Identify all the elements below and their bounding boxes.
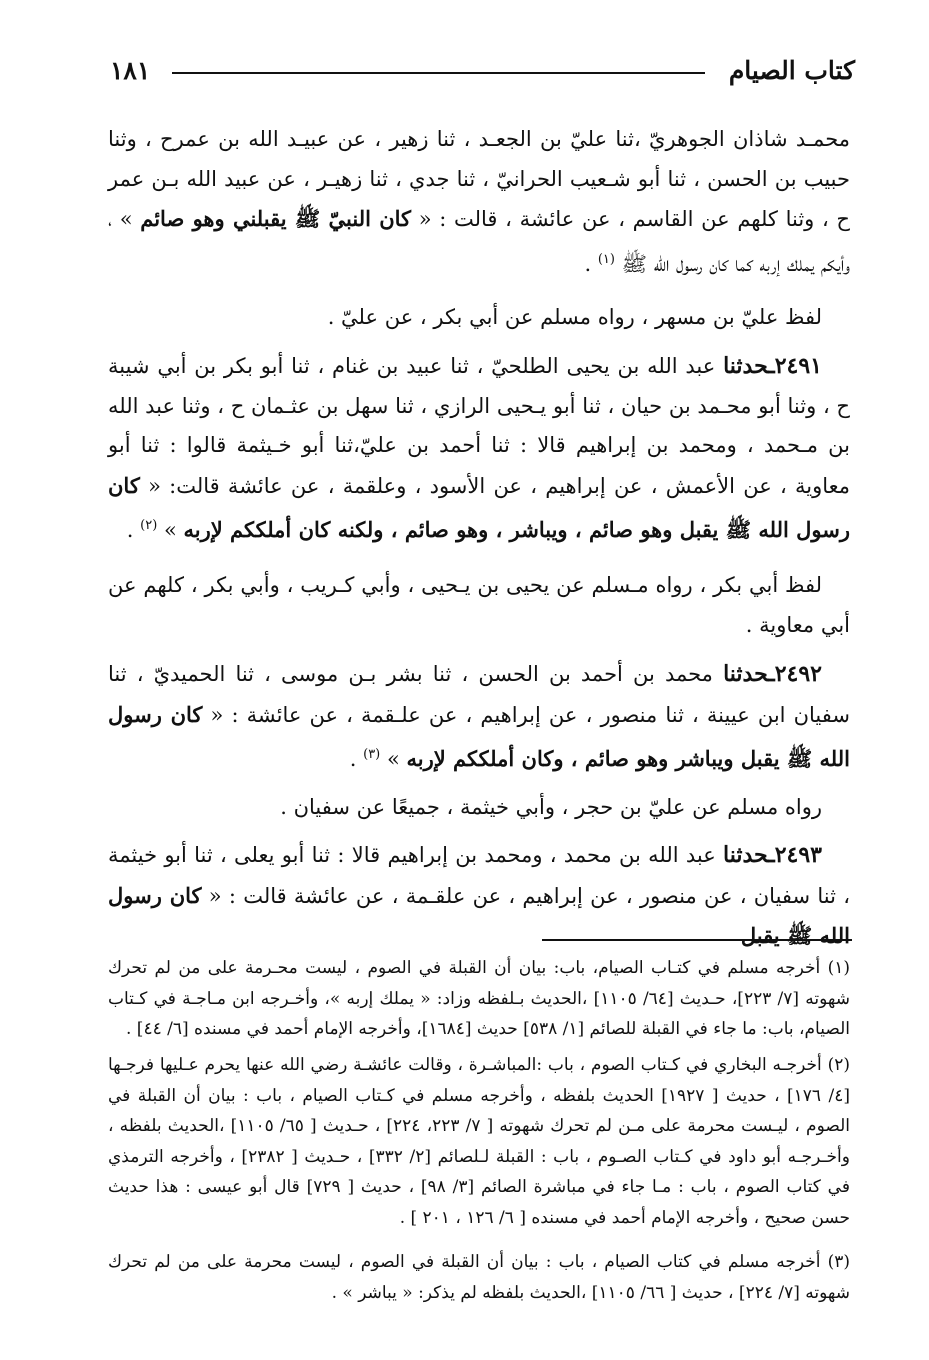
paragraph-text: . bbox=[349, 747, 357, 771]
header-rule bbox=[172, 72, 705, 74]
hadith-number: ٢٤٩١ـ bbox=[768, 353, 822, 379]
footnote-1 bbox=[108, 953, 850, 1045]
page-number: ١٨١ bbox=[110, 56, 151, 85]
hadith-number: ٢٤٩٣ـ bbox=[768, 842, 822, 868]
paragraph-4: لفظ أبي بكر ، رواه مـسلم عن يحيى بن يـحيى ، وأبي كـريب ، وأبي بكر ، كلهم عن أبي معاوية . bbox=[108, 573, 850, 637]
hadith-2492 bbox=[108, 655, 850, 780]
paragraph-text: عبد الله بن محمد ، ومحمد بن إبراهيم قالا : ثنا أبو يعلى ، ثنا أبو خيثمة ، ثنا سفيان ، عن منصور ، عن إبراهيم ، عن علقـمة ، عن عائشة قالت : « bbox=[108, 843, 850, 908]
hadith-matn: كان رسول الله ﷺ يقبل bbox=[108, 882, 850, 948]
paragraph-text: عبد الله بن يحيى الطلحيّ ، ثنا عبيد بن غنام ، ثنا أبو بكر بن أبي شيبة ح ، وثنا أبو محـمد بن حيان ، ثنا أبو يـحيى الرازي ، ثنا سهل بن عثـمان ح ، وثنا عبد الله بن مـحمد ، ومحمد بن إبراهيم قالا : ثنا أحمد بن عليّ،ثنا أبو خـيثمة قالوا : ثنا أبو معاوية ، عن الأعمش ، عن إبراهيم ، عن الأسود ، وعلقمة ، عن عائشة قالت: « bbox=[108, 354, 850, 498]
block-2 bbox=[108, 298, 850, 338]
paragraph-text: محمد بن أحمد بن الحسن ، ثنا بشر بـن موسى ، ثنا الحميديّ ، ثنا سفيان ابن عيينة ، ثنا منصور ، عن إبراهيم ، عن علـقمة ، عن عائشة : « bbox=[108, 662, 850, 727]
footnote-ref: (٢) bbox=[140, 518, 158, 533]
paragraph-text: » bbox=[386, 747, 400, 771]
block-4 bbox=[108, 566, 850, 645]
hadith-keyword: حدثنا bbox=[723, 661, 769, 687]
footnote-ref: (٣) bbox=[363, 747, 381, 762]
paragraph-6: رواه مسلم عن عليّ بن حجر ، وأبي خيثمة ، جميعًا عن سفيان . bbox=[280, 795, 822, 819]
block-5 bbox=[108, 655, 850, 780]
hadith-keyword: حدثنا bbox=[723, 353, 769, 379]
paragraph-1 bbox=[108, 120, 850, 284]
hadith-matn: كان رسول الله ﷺ يقبل ويباشر وهو صائم ، وكان أملككم لإربه bbox=[108, 701, 850, 771]
hadith-matn: كان رسول الله ﷺ يقبل وهو صائم ، ويباشر ، وهو صائم ، ولكنه كان أملككم لإربه bbox=[108, 472, 850, 542]
block-6 bbox=[108, 788, 850, 828]
footnote-ref: (١) bbox=[597, 251, 615, 267]
paragraph-text: محمـد شاذان الجوهريّ ،ثنا عليّ بن الجعـد ، ثنا زهير ، عن عبيـد الله بن عمرح ، وثنا حبيب بن الحسن ، ثنا أبو شـعيب الحرانيّ ، ثنا جدي ، ثنا زهيـر ، عن عبيد الله بـن عمر ح ، وثنا كلهم عن القاسم ، عن عائشة ، قالت : « bbox=[108, 127, 850, 231]
hadith-number: ٢٤٩٢ـ bbox=[768, 661, 822, 687]
footnote-2 bbox=[108, 1050, 850, 1233]
footnote-3 bbox=[108, 1247, 850, 1308]
footnote-text: (٣) أخرجه مسلم في كتاب الصيام ، باب : بيان أن القبلة في الصوم ، ليست محرمة على من لم تحرك شهوته [٧/ ٢٢٤] ، حديث [ ٦٦/ ١١٠٥] ،الحديث بلفظه لم يذكر: « يباشر » . bbox=[108, 1252, 850, 1303]
hadith-2491 bbox=[108, 347, 850, 551]
paragraph-text: . bbox=[584, 251, 592, 276]
paragraph-text: » ، وأيكم يملك إربه كما كان رسول الله ﷺ bbox=[108, 207, 850, 276]
paragraph-text: » bbox=[163, 518, 177, 542]
footnote-separator bbox=[542, 939, 852, 941]
page-header bbox=[110, 52, 855, 98]
hadith-keyword: حدثنا bbox=[723, 842, 769, 868]
book-title: كتاب الصيام bbox=[728, 56, 855, 85]
paragraph-2: لفظ عليّ بن مسهر ، رواه مسلم عن أبي بكر ، عن عليّ . bbox=[327, 305, 822, 329]
block-3 bbox=[108, 347, 850, 551]
paragraph-text: . bbox=[126, 518, 134, 542]
footnote-text: (١) أخرجه مسلم في كتـاب الصيام، باب: بيان أن القبلة في الصوم ، ليست محـرمة على من لم تحرك شهوته [٧/ ٢٢٣]، حـديث [٦٤/ ١١٠٥] ،الحديث بـلفظه وزاد: « يملك إربه »، وأخـرجه ابن مـاجـة في كـتاب الصيام، باب: ما جاء في القبلة للصائم [١/ ٥٣٨] حديث [١٦٨٤]، وأخرجه الإمام أحمد في مسنده [٦/ ٤٤] . bbox=[108, 958, 850, 1039]
block-1 bbox=[108, 120, 850, 284]
hadith-matn: كان النبيّ ﷺ يقبلني وهو صائم bbox=[140, 206, 412, 231]
footnote-text: (٢) أخرجـه البخاري في كـتاب الصوم ، باب :المباشـرة ، وقالت عائشـة رضي الله عنها يحرم عـليها فرجـها [٤/ ١٧٦] ، حديث [ ١٩٢٧] الحديث بلفظه ، وأخرجه مسلم في كـتاب الصيام ، باب : بيان أن القبلة في الصوم ، ليـست محرمة على مـن لم تحرك شهوته [ ٧/ ٢٢٣، ٢٢٤] ، حـديث [ ٦٥/ ١١٠٥] ،الحديث بلفظه ، وأخـرجـه أبو داود في كـتاب الصـوم ، باب : القبلة لـلصائم [٢/ ٣٣٢] ، حـديث [ ٢٣٨٢] ، وأخرجه الترمذي في كتاب الصوم ، باب : مـا جاء في مباشرة الصائم [٣/ ٩٨] ، حديث [ ٧٢٩] قال أبو عيسى : هذا حديث حسن صحيح ، وأخرجه الإمام أحمد في مسنده [ ٦/ ١٢٦ ، ٢٠١ ] . bbox=[108, 1055, 850, 1228]
